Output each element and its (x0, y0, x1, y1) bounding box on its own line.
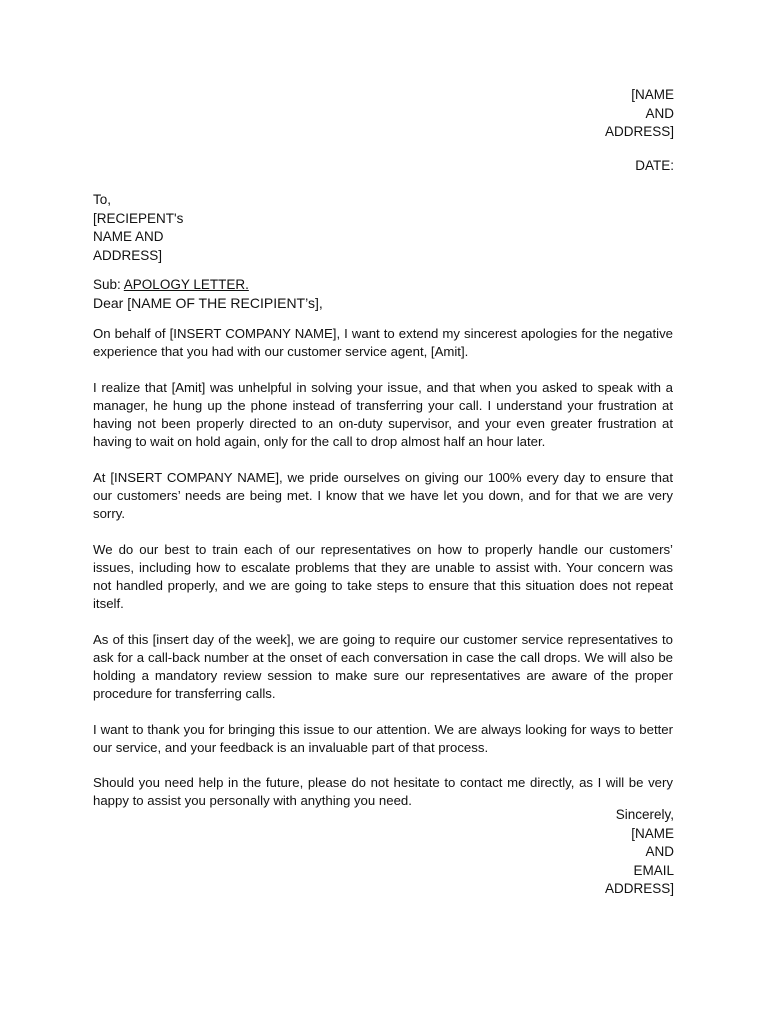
signature-line: ADDRESS] (604, 881, 674, 896)
body-paragraph: Should you need help in the future, please do not hesitate to contact me directly, as I will be very happy to assist you personally with anything you need. (93, 775, 673, 809)
date-label: DATE: (635, 158, 674, 173)
sender-line: [NAME (631, 87, 674, 102)
body-paragraph: As of this [insert day of the week], we are going to require our customer service representatives to ask for a call-back number at the onset of each conversation in case the call drops. We will also be holding a mandatory review session to make sure our representatives are aware of the proper procedure for transferring calls. (93, 631, 673, 701)
sender-address-block (605, 86, 674, 142)
signature-line: [NAME (631, 825, 674, 841)
signature-block (605, 806, 674, 899)
subject-label: Sub: (93, 277, 121, 292)
subject-line (93, 276, 249, 295)
body-paragraph: We do our best to train each of our representatives on how to properly handle our customers’ issues, including how to escalate problems that they are unable to assist with. Your concern was not handled properly, and we are going to take steps to ensure that this situation does not repeat itself. (93, 541, 673, 611)
to-label: To, (93, 192, 112, 207)
body-paragraph: I realize that [Amit] was unhelpful in solving your issue, and that when you asked to speak with a manager, he hung up the phone instead of transferring your call. I understand your frustration at having not been properly directed to an on-duty supervisor, and your even greater frustration at having to wait on hold again, only for the call to drop almost half an hour later. (93, 379, 673, 450)
body-paragraph: On behalf of [INSERT COMPANY NAME], I want to extend my sincerest apologies for the negative experience that you had with our customer service agent, [Amit]. (93, 326, 673, 360)
letter-body (93, 325, 673, 828)
sender-line: AND (645, 105, 674, 121)
body-paragraph: I want to thank you for bringing this issue to our attention. We are always looking for ways to better our service, and your feedback is an invaluable part of that process. (93, 721, 673, 755)
signature-line: EMAIL (633, 862, 674, 878)
date-block (635, 157, 674, 176)
recipient-address-block (93, 191, 183, 265)
recipient-line: [RECIEPENT's (93, 210, 184, 226)
recipient-line: ADDRESS] (93, 247, 163, 263)
body-paragraph: At [INSERT COMPANY NAME], we pride ourselves on giving our 100% every day to ensure that our customers’ needs are being met. I know that we have let you down, and for that we are very sorry. (93, 469, 673, 521)
subject-text: APOLOGY LETTER. (123, 277, 249, 292)
signature-line: AND (645, 844, 674, 859)
salutation: Dear [NAME OF THE RECIPIENT’s], (93, 295, 323, 311)
recipient-line: NAME AND (93, 229, 164, 244)
sender-line: ADDRESS] (604, 124, 674, 139)
closing-word: Sincerely, (615, 807, 674, 822)
